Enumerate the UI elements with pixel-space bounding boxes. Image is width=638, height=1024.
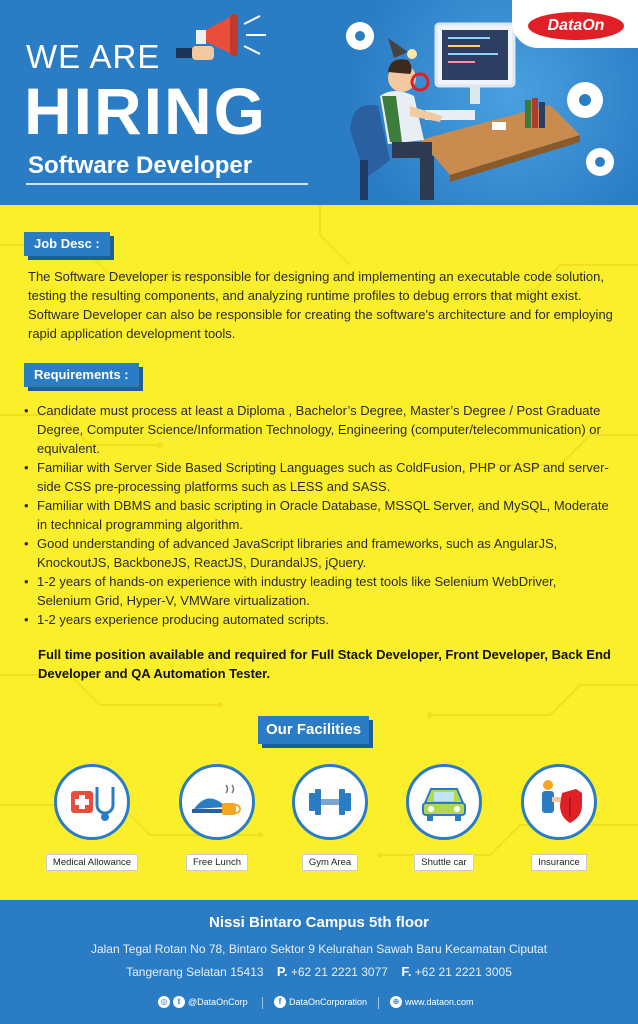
dataon-logo[interactable]: DataOn <box>528 12 624 40</box>
social-instagram-twitter[interactable] <box>158 996 248 1008</box>
shield-icon <box>521 764 597 840</box>
dumbbell-icon <box>292 764 368 840</box>
lunch-icon <box>179 764 255 840</box>
instagram-icon: ◎ <box>158 996 170 1008</box>
gear-css-icon <box>586 148 614 176</box>
website-url: www.dataon.com <box>405 997 474 1007</box>
facility-label: Shuttle car <box>414 854 473 871</box>
requirements-list <box>24 401 614 629</box>
facility-label: Medical Allowance <box>46 854 138 871</box>
gear-php-icon <box>346 22 374 50</box>
facility-lunch <box>167 764 267 871</box>
job-desc-tag: Job Desc : <box>24 232 110 256</box>
gear-html-icon <box>567 82 603 118</box>
headline-hiring: HIRING <box>24 74 267 148</box>
title-underline <box>26 183 308 185</box>
facility-gym <box>280 764 380 871</box>
list-item: • Good understanding of advanced JavaScript libraries and frameworks, such as AngularJS, KnockoutJS, BackboneJS, ReactJS, DurandalJS, jQuery. <box>24 534 614 572</box>
divider <box>262 997 263 1009</box>
list-item: • Familiar with Server Side Based Scripting Languages such as ColdFusion, PHP or ASP and server-side CSS pre-processing platforms such as LESS and SASS. <box>24 458 614 496</box>
requirements-tag: Requirements : <box>24 363 139 387</box>
fax-number: +62 21 2221 3005 <box>414 965 512 979</box>
facilities-title: Our Facilities <box>258 716 369 744</box>
twitter-icon: t <box>173 996 185 1008</box>
header-banner <box>0 0 638 205</box>
list-item: • Candidate must process at least a Diploma , Bachelor’s Degree, Master’s Degree / Post Graduate Degree, Computer Science/Information Technology, Engineering (computer/telecommunication) or equivalent. <box>24 401 614 458</box>
facebook-icon: f <box>274 996 286 1008</box>
list-item: • 1-2 years of hands-on experience with industry leading test tools like Selenium WebDriver, Selenium Grid, Hyper-V, VMWare virtualization. <box>24 572 614 610</box>
phone-number[interactable]: +62 21 2221 3077 <box>290 965 388 979</box>
campus-name: Nissi Bintaro Campus 5th floor <box>208 914 430 931</box>
headline-we-are: WE ARE <box>26 38 161 75</box>
medical-icon <box>54 764 130 840</box>
facebook-name: DataOnCorporation <box>289 997 368 1007</box>
social-facebook[interactable] <box>274 996 367 1008</box>
address-line-2 <box>0 964 638 979</box>
social-handle: @DataOnCorp <box>188 997 248 1007</box>
megaphone-icon <box>176 10 276 72</box>
job-desc-text: The Software Developer is responsible for designing and implementing an executable code solution, testing the resulting components, and analyzing runtime profiles to debug errors that might exist. Software Developer can also be responsible for creating the software's architecture and for employing rapid application development tools. <box>28 269 613 341</box>
divider <box>378 997 379 1009</box>
position-note: Full time position available and required for Full Stack Developer, Front Developer, Back End Developer and QA Automation Tester. <box>38 647 611 681</box>
facility-label: Free Lunch <box>186 854 248 871</box>
facility-medical <box>42 764 142 871</box>
car-icon <box>406 764 482 840</box>
phone-label: P. <box>276 964 288 979</box>
facility-insurance <box>509 764 609 871</box>
list-item: • Familiar with DBMS and basic scripting in Oracle Database, MSSQL Server, and MySQL, Moderate in technical programming algorithm. <box>24 496 614 534</box>
list-item: • 1-2 years experience producing automated scripts. <box>24 610 614 629</box>
facility-shuttle <box>394 764 494 871</box>
facility-label: Insurance <box>531 854 587 871</box>
address-city: Tangerang Selatan 15413 <box>126 965 264 979</box>
job-title: Software Developer <box>28 152 253 179</box>
website-link[interactable] <box>390 996 474 1008</box>
facility-label: Gym Area <box>302 854 358 871</box>
fax-label: F. <box>401 964 412 979</box>
globe-icon: ⊕ <box>390 996 402 1008</box>
address-line-1: Jalan Tegal Rotan No 78, Bintaro Sektor 9 Kelurahan Sawah Baru Kecamatan Ciputat <box>90 942 548 956</box>
